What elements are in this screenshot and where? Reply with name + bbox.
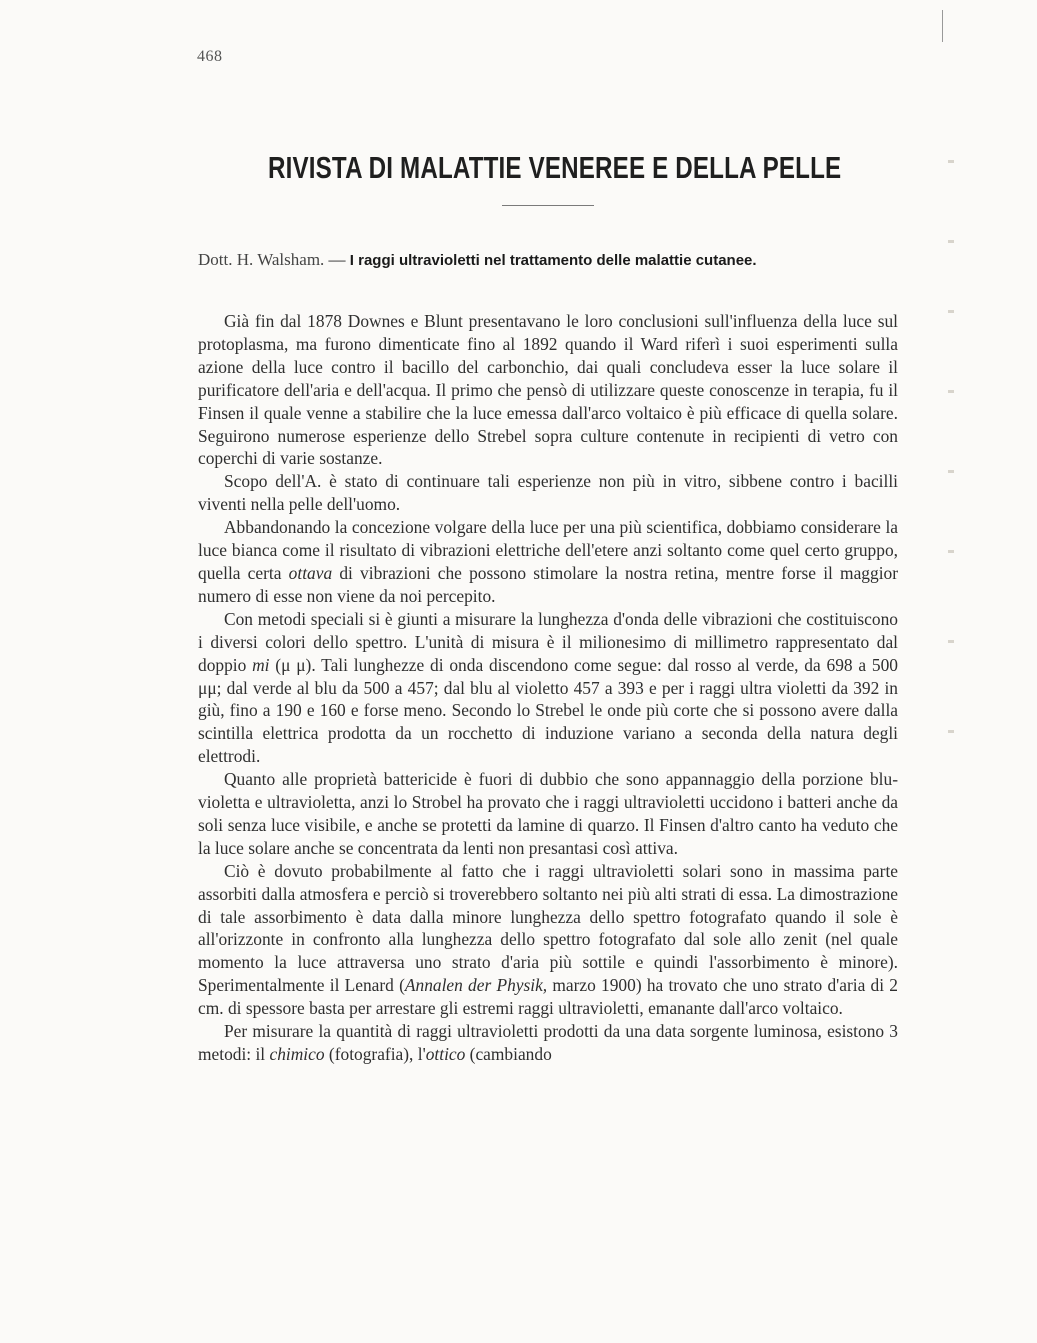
paragraph-text: (μ μ). Tali lunghezze di onda discendono come segue: dal rosso al verde, da 698 a 500 μμ; dal verde al blu da 500 a 457; dal blu al violetto 457 a 393 e per i raggi ultra violetti da 392 in giù, fino a 190 e 160 e forse meno. Secondo lo Strebel le onde più corte che si possono avere dalla scintilla elettrica prodotta da un rocchetto di induzione variano a seconda della natura degli elettrodi. (198, 654, 898, 767)
bleed-mark (948, 470, 954, 473)
paragraph-text: di vibrazioni che possono stimolare la nostra retina, mentre forse il maggior numero di esse non viene da noi percepito. (198, 562, 899, 606)
bleed-through-marks (948, 120, 968, 820)
italic-term: ottava (288, 562, 333, 583)
journal-title: RIVISTA DI MALATTIE VENEREE E DELLA PELLE (268, 150, 842, 185)
paragraph-text: Abbandonando la concezione volgare della luce per una più scientifica, dobbiamo considerare la luce bianca come il risultato di vibrazioni elettriche dell'etere anzi soltanto come quel certo gruppo, quella certa (198, 517, 898, 583)
paragraph-text: marzo 1900) ha trovato che uno strato d'aria di 2 cm. di spessore basta per arrestare gli estremi raggi ultravioletti, emanante dall'arco voltaico. (198, 975, 898, 1019)
italic-citation: Annalen der Physik, (404, 975, 548, 996)
paragraph-5 (198, 768, 898, 860)
article-header (198, 247, 918, 274)
paragraph-7 (198, 1020, 898, 1066)
page-number: 468 (197, 48, 223, 65)
paragraph-3 (198, 516, 898, 608)
paragraph-6 (198, 860, 898, 1020)
bleed-mark (948, 550, 954, 553)
paragraph-text: Scopo dell'A. è stato di continuare tali esperienze non più in vitro, sibbene contro i bacilli viventi nella pelle dell'uomo. (198, 471, 898, 515)
italic-term: mi (252, 654, 270, 675)
paragraph-2 (198, 470, 898, 516)
paragraph-text: (fotografia), l' (324, 1044, 426, 1064)
paragraph-text: Con metodi speciali si è giunti a misurare la lunghezza d'onda delle vibrazioni che costituiscono i diversi colori dello spettro. L'unità di misura è il milionesimo di millimetro rappresentato dal doppio (198, 608, 898, 675)
paragraph-1 (198, 310, 898, 470)
paragraph-4 (198, 608, 898, 768)
scan-edge-mark (942, 10, 943, 42)
title-divider (502, 205, 594, 206)
italic-term: ottico (425, 1044, 466, 1064)
author-title-dash: — (328, 250, 350, 269)
bleed-mark (948, 160, 954, 163)
bleed-mark (948, 390, 954, 393)
author-prefix: Dott. H. (198, 250, 254, 269)
paragraph-text: Quanto alle proprietà battericide è fuori di dubbio che sono appannaggio della porzione blu-violetta e ultravioletta, anzi lo Strobel ha provato che i raggi ultravioletti uccidono i batteri anche da soli senza luce visibile, e anche se protetti da lamine di quarzo. Il Finsen d'altro canto ha veduto che la luce solare anche se concentrata da lenti non presantasi così attiva. (198, 769, 898, 858)
italic-term: chimico (269, 1044, 325, 1064)
article-title: I raggi ultravioletti nel trattamento delle malattie cutanee. (349, 252, 757, 269)
author-name: Walsham. (257, 250, 325, 269)
paragraph-text: Già fin dal 1878 Downes e Blunt presentavano le loro conclusioni sull'influenza della luce sul protoplasma, ma furono dimenticate fino al 1892 quando il Ward riferì i suoi esperimenti sulla azione della luce contro il bacillo del carbonchio, dai quali concludeva esser la luce solare il purificatore dell'aria e dell'acqua. Il primo che pensò di utilizzare queste conoscenze in terapia, fu il Finsen il quale venne a stabilire che la luce emessa dall'arco voltaico è più efficace di quella solare. Seguirono numerose esperienze dello Strebel sopra culture contenute in recipienti di vetro con coperchi di varie sostanze. (198, 311, 898, 469)
bleed-mark (948, 310, 954, 313)
bleed-mark (948, 730, 954, 733)
paragraph-text: (cambiando (465, 1044, 552, 1064)
bleed-mark (948, 640, 954, 643)
bleed-mark (948, 240, 954, 243)
paragraph-text: Per misurare la quantità di raggi ultravioletti prodotti da una data sorgente luminosa, esistono 3 metodi: il (198, 1021, 898, 1064)
paragraph-text: Ciò è dovuto probabilmente al fatto che i raggi ultravioletti solari sono in massima parte assorbiti dalla atmosfera e perciò si troverebbero soltanto nei più alti strati di essa. La dimostrazione di tale assorbimento è data dalla minore lunghezza dello spettro fotografato quando il sole è all'orizzonte in confronto alla lunghezza dello spettro fotografato dal sole allo zenit (nel quale momento la luce attraversa uno strato d'aria più sottile e quindi l'assorbimento è minore). Sperimentalmente il Lenard ( (198, 860, 898, 996)
article-body (198, 310, 898, 1066)
